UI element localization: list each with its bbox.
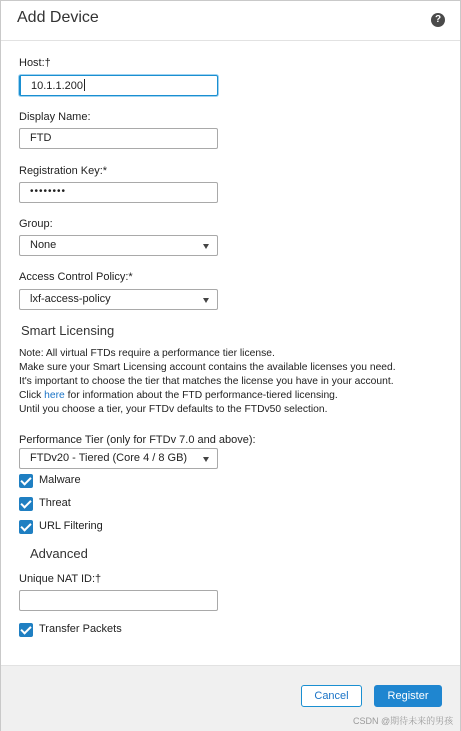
malware-label: Malware	[39, 474, 81, 486]
host-input[interactable]	[19, 75, 218, 96]
display-name-label: Display Name:	[19, 111, 91, 123]
url-filtering-checkbox[interactable]	[19, 520, 33, 534]
access-control-policy-select[interactable]	[19, 289, 218, 310]
register-button[interactable]: Register	[374, 685, 442, 707]
display-name-input[interactable]	[19, 128, 218, 149]
performance-tier-label: Performance Tier (only for FTDv 7.0 and above):	[19, 434, 256, 446]
note-line: Until you choose a tier, your FTDv defaults to the FTDv50 selection.	[19, 404, 328, 415]
dropdown-arrow-icon	[203, 298, 209, 303]
host-value: 10.1.1.200	[31, 80, 83, 92]
dropdown-arrow-icon	[203, 457, 209, 462]
url-filtering-label: URL Filtering	[39, 520, 103, 532]
group-label: Group:	[19, 218, 53, 230]
access-control-policy-selected: lxf-access-policy	[30, 293, 111, 305]
note-line: Make sure your Smart Licensing account contains the available licenses you need.	[19, 362, 396, 373]
performance-tier-select[interactable]	[19, 448, 218, 469]
unique-nat-id-label: Unique NAT ID:†	[19, 573, 102, 585]
unique-nat-id-input[interactable]	[19, 590, 218, 611]
registration-key-input[interactable]	[19, 182, 218, 203]
dialog-title: Add Device	[17, 9, 99, 26]
note-line: It's important to choose the tier that matches the license you have in your account.	[19, 376, 394, 387]
access-control-policy-label: Access Control Policy:*	[19, 271, 133, 283]
dropdown-arrow-icon	[203, 244, 209, 249]
licensing-info-link[interactable]: here	[44, 390, 65, 401]
click-suffix: for information about the FTD performance-tiered licensing.	[64, 390, 338, 401]
click-prefix: Click	[19, 390, 45, 401]
help-icon[interactable]: ?	[431, 13, 445, 27]
group-select[interactable]	[19, 235, 218, 256]
display-name-value: FTD	[30, 132, 52, 144]
transfer-packets-label: Transfer Packets	[39, 623, 122, 635]
group-selected: None	[30, 239, 57, 251]
host-label: Host:†	[19, 57, 51, 69]
malware-checkbox[interactable]	[19, 474, 33, 488]
advanced-heading[interactable]: Advanced	[30, 546, 88, 561]
cancel-button[interactable]: Cancel	[301, 685, 362, 707]
smart-licensing-heading: Smart Licensing	[21, 323, 115, 338]
note-line-click	[19, 389, 451, 403]
dialog-header	[1, 1, 460, 41]
registration-key-label: Registration Key:*	[19, 165, 108, 177]
watermark: CSDN @期待未来的男孩	[353, 716, 454, 726]
transfer-packets-checkbox[interactable]	[19, 623, 33, 637]
performance-tier-selected: FTDv20 - Tiered (Core 4 / 8 GB)	[30, 452, 188, 464]
text-cursor	[84, 79, 85, 91]
smart-licensing-note	[19, 347, 451, 417]
threat-checkbox[interactable]	[19, 497, 33, 511]
threat-label: Threat	[39, 497, 71, 509]
registration-key-value: ••••••••	[30, 186, 67, 197]
note-line: Note: All virtual FTDs require a performance tier license.	[19, 348, 275, 359]
